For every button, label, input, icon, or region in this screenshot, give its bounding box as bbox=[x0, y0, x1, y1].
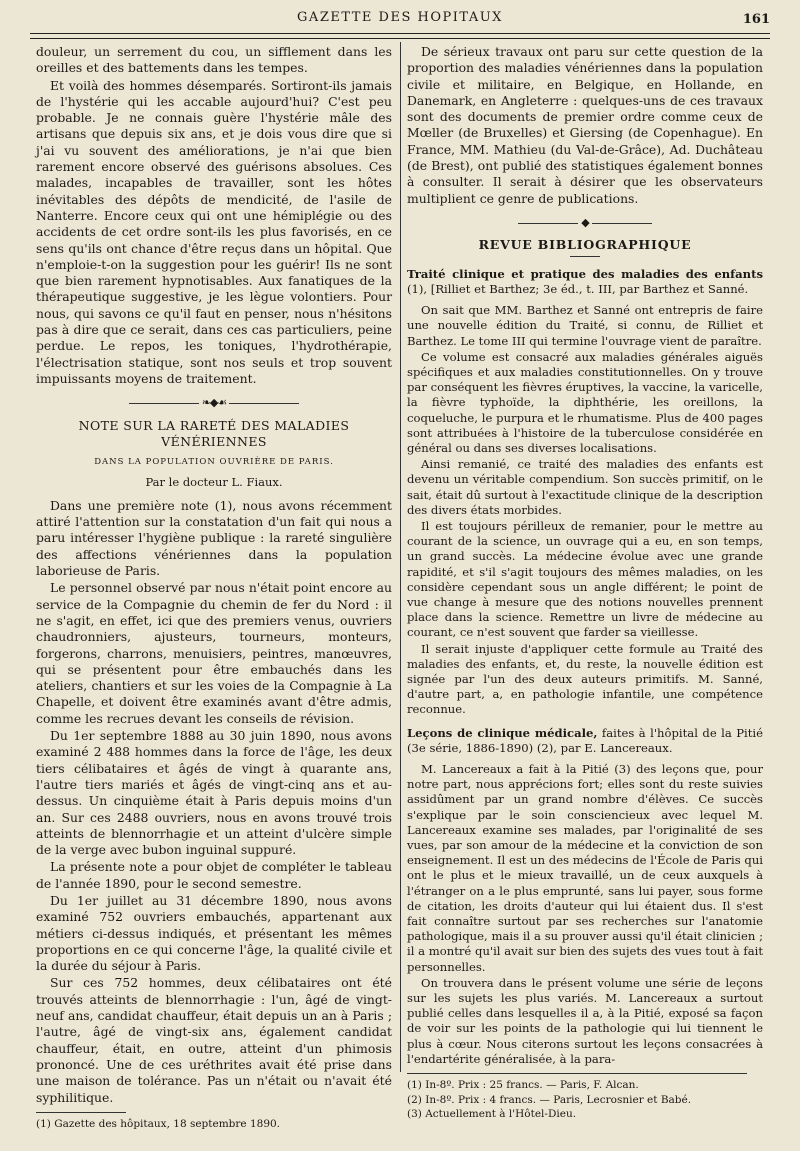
section-rule bbox=[570, 256, 600, 257]
paragraph: douleur, un serrement du cou, un sifflement dans les oreilles et des battements dans les tempes. bbox=[36, 44, 392, 76]
paragraph: Ainsi remanié, ce traité des maladies des enfants est devenu un véritable compendium. Son succès primitif, on le sait, était dû surtout à l'exactitude clinique de la description des divers états morbides. bbox=[407, 457, 763, 517]
footnote: (1) In-8º. Prix : 25 francs. — Paris, F. Alcan. bbox=[407, 1079, 639, 1092]
footnote-rule bbox=[407, 1073, 747, 1074]
paragraph: M. Lancereaux a fait à la Pitié (3) des leçons que, pour notre part, nous apprécions fort; elles sont du reste suivies assidûment par un grand nombre d'élèves. Ce succès s'explique par le soin consciencieux avec lequel M. Lancereaux examine ses malades, par l'originalité de ses vues, par son amour de la médecine et la conviction de son enseignement. Il est un des médecins de l'École de Paris qui ont le plus et le mieux travaillé, un de ceux auxquels à l'étranger on a le plus emprunté, sans lui payer, sous forme de citation, les droits d'auteur qui lui étaient dus. Il s'est fait connaître surtout par ses recherches sur l'anatomie pathologique, mais il a su prouver aussi qu'il était clinicien ; il a montré qu'il avait sur bien des sujets des vues tout à fait personnelles. bbox=[407, 762, 763, 974]
paragraph: Dans une première note (1), nous avons récemment attiré l'attention sur la constatation d'un fait qui nous a paru intéresser l'hygiène publique : la rareté singulière des affections vénériennes dans la population laborieuse de Paris. bbox=[36, 497, 392, 579]
paragraph: La présente note a pour objet de compléter le tableau de l'année 1890, pour le second semestre. bbox=[36, 859, 392, 891]
paragraph: Il est toujours périlleux de remanier, pour le mettre au courant de la science, un ouvrage qui a eu, en son temps, un grand succès. La médecine évolue avec une grande rapidité, et s'il s'agit toujours des mêmes maladies, on les considère cependant sous un angle différent; le point de vue change à mesure que des notions nouvelles prennent place dans la science. Remettre un livre de médecine au courant, ce n'est souvent que farder sa vieillesse. bbox=[407, 518, 763, 640]
article-subtitle: DANS LA POPULATION OUVRIÈRE DE PARIS. bbox=[94, 457, 334, 468]
paragraph: Le personnel observé par nous n'était point encore au service de la Compagnie du chemin de fer du Nord : il ne s'agit, en effet, ici que des premiers venus, ouvriers chaudronniers, ajusteurs, tourneurs, monteurs, forgerons, charrons, menuisiers, peintres, manœuvres, qui se présentent pour être embauchés dans les ateliers, chantiers et sur les voies de la Compagnie à La Chapelle, et doivent être examinés avant d'être admis, comme les recrues devant les conseils de révision. bbox=[36, 580, 392, 726]
footnote: (3) Actuellement à l'Hôtel-Dieu. bbox=[407, 1108, 577, 1121]
footnote: (1) Gazette des hôpitaux, 18 septembre 1890. bbox=[36, 1117, 281, 1130]
page-header bbox=[30, 8, 770, 30]
section-title: REVUE BIBLIOGRAPHIQUE bbox=[478, 237, 692, 253]
header-rule bbox=[30, 33, 770, 39]
paragraph: Du 1er septembre 1888 au 30 juin 1890, nous avons examiné 2 488 hommes dans la force de l'âge, les deux tiers célibataires et âgés de vingt à quarante ans, l'autre tiers mariés et âgés de vingt-cinq ans et au-dessus. Un cinquième était à Paris depuis moins d'un an. Sur ces 2488 ouvriers, nous en avons trouvé trois atteints de blennorrhagie et un atteint d'ulcère simple de la verge avec bubon inguinal suppuré. bbox=[36, 728, 392, 858]
paragraph: Il serait injuste d'appliquer cette formule au Traité des maladies des enfants, et, du reste, la nouvelle édition est signée par l'un des deux auteurs primitifs. M. Sanné, d'autre part, a, en pathologie infantile, une compétence reconnue. bbox=[407, 641, 763, 717]
ornament-separator: ❧◆☙ bbox=[36, 395, 392, 411]
footnote: (2) In-8º. Prix : 4 francs. — Paris, Lecrosnier et Babé. bbox=[407, 1093, 692, 1106]
ornament-separator: ◆ bbox=[407, 215, 763, 231]
paragraph: Ce volume est consacré aux maladies générales aiguës spécifiques et aux maladies constitutionnelles. On y trouve par conséquent les fièvres éruptives, la vaccine, la varicelle, la fièvre typhoïde, la diphthérie, les oreillons, la coqueluche, le purpura et le rhumatisme. Plus de 400 pages sont attribuées à l'histoire de la tuberculose considérée en général ou dans ses diverses localisations. bbox=[407, 349, 763, 455]
review-heading bbox=[407, 726, 763, 756]
right-column bbox=[407, 44, 763, 1123]
journal-title: GAZETTE DES HOPITAUX bbox=[297, 10, 503, 25]
review-title: Traité clinique et pratique des maladies des enfants bbox=[407, 266, 763, 281]
footnote-rule bbox=[36, 1112, 126, 1113]
paragraph: De sérieux travaux ont paru sur cette question de la proportion des maladies vénériennes dans la population civile et militaire, en Belgique, en Hollande, en Danemark, en Angleterre : quelques-uns de ces travaux sont des documents de premier ordre comme ceux de Mœller (de Bruxelles) et Giersing (de Copenhague). En France, MM. Mathieu (du Val-de-Grâce), Ad. Duchâteau (de Brest), ont publié des statistiques également bonnes à consulter. Il serait à désirer que les observateurs multiplient ce genre de publications. bbox=[407, 44, 763, 206]
review-heading bbox=[407, 267, 763, 297]
review-reference: faites à l'hôpital de la Pitié (3e série, 1886-1890) (2), par E. Lancereaux. bbox=[407, 725, 763, 755]
left-column bbox=[36, 44, 392, 1132]
article-title: NOTE SUR LA RARETÉ DES MALADIES VÉNÉRIENNES bbox=[78, 417, 350, 449]
paragraph: On sait que MM. Barthez et Sanné ont entrepris de faire une nouvelle édition du Traité, si connu, de Rilliet et Barthez. Le tome III qui termine l'ouvrage vient de paraître. bbox=[407, 303, 763, 348]
paragraph: Sur ces 752 hommes, deux célibataires ont été trouvés atteints de blennorrhagie : l'un, âgé de vingt-neuf ans, candidat chauffeur, était depuis un an à Paris ; l'autre, âgé de vingt-six ans, également candidat chauffeur, était, en outre, atteint d'un phimosis prononcé. Une de ces uréthrites avait été prise dans une maison de tolérance. Pas un n'était ou n'avait été syphilitique. bbox=[36, 975, 392, 1105]
column-separator bbox=[400, 42, 401, 1072]
paragraph: Et voilà des hommes désemparés. Sortiront-ils jamais de l'hystérie qui les accable aujourd'hui? C'est peu probable. Je ne connais guère l'hystérie mâle des artisans que depuis six ans, et je dois vous dire que si j'ai vu souvent des améliorations, je n'ai que bien rarement encore observé des guérisons absolues. Ces malades, incapables de travailler, sont les hôtes inévitables des dépôts de mendicité, de l'asile de Nanterre. Encore ceux qui ont une hémiplégie ou des accidents de cet ordre sont-ils les plus favorisés, en ce sens qu'ils ont chance d'être reçus dans un hôpital. Que n'emploie-t-on la suggestion pour les guérir! Ils ne sont que bien rarement hypnotisables. Aux fanatiques de la thérapeutique suggestive, je les lègue volontiers. Pour nous, qui savons ce qu'il faut en penser, nous n'hésitons pas à dire que ce serait, dans ces cas particuliers, peine perdue. Le repos, les toniques, l'hydrothérapie, l'électrisation statique, sont nos seuls et trop souvent impuissants moyens de traitement. bbox=[36, 77, 392, 386]
paragraph: Du 1er juillet au 31 décembre 1890, nous avons examiné 752 ouvriers embauchés, appartenant aux métiers ci-dessus indiqués, et présentant les mêmes proportions en ce qui concerne l'âge, la qualité civile et la durée du séjour à Paris. bbox=[36, 893, 392, 974]
paragraph: On trouvera dans le présent volume une série de leçons sur les sujets les plus variés. M. Lancereaux a surtout publié celles dans lesquelles il a, à la Pitié, exposé sa façon de voir sur les points de la pathologie qui lui tiennent le plus à cœur. Nous citerons surtout les leçons consacrées à l'endartérite généralisée, à la para- bbox=[407, 975, 763, 1066]
review-reference: (1), [Rilliet et Barthez; 3e éd., t. III, par Barthez et Sanné. bbox=[407, 281, 749, 296]
review-title: Leçons de clinique médicale, bbox=[407, 725, 598, 740]
page-number: 161 bbox=[742, 12, 770, 27]
article-author: Par le docteur L. Fiaux. bbox=[145, 474, 283, 489]
